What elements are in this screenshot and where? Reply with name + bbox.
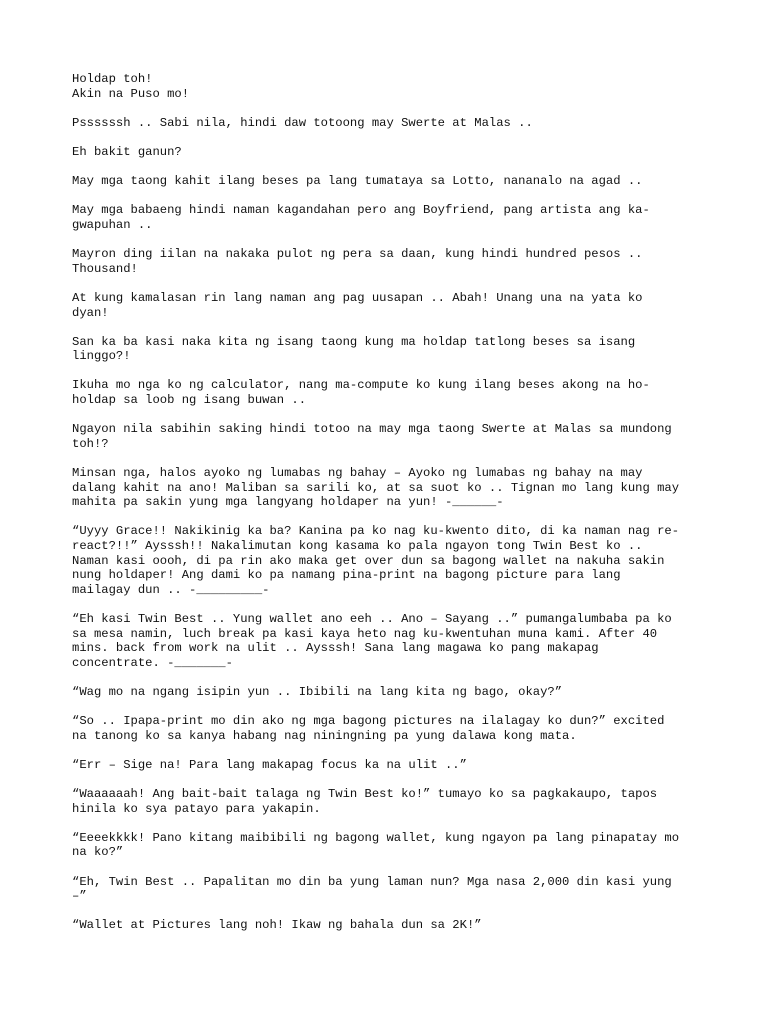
paragraph-20: “Wallet at Pictures lang noh! Ikaw ng bahala dun sa 2K!” bbox=[72, 918, 482, 933]
paragraph-15: “So .. Ipapa-print mo din ako ng mga bagong pictures na ilalagay ko dun?” excited na tanong ko sa kanya habang nag niningning pa yung dalawa kong mata. bbox=[72, 714, 665, 743]
paragraph-8: San ka ba kasi naka kita ng isang taong kung ma holdap tatlong beses sa isang linggo?! bbox=[72, 334, 636, 364]
paragraph-5: May mga babaeng hindi naman kagandahan pero ang Boyfriend, pang artista ang ka- gwapuhan .. bbox=[72, 203, 650, 232]
paragraph-13: “Eh kasi Twin Best .. Yung wallet ano eeh .. Ano – Sayang ..” pumangalumbaba pa ko sa mesa namin, luch break pa kasi kaya heto nag ku-kwentuhan muna kami. After 40 mins. back from work na ulit .. Aysssh! Sana lang magawa ko pang makapag concentrate. -_______- bbox=[72, 611, 672, 670]
paragraph-17: “Waaaaaah! Ang bait-bait talaga ng Twin Best ko!” tumayo ko sa pagkakaupo, tapos hinila ko sya patayo para yakapin. bbox=[72, 787, 658, 816]
paragraph-10: Ngayon nila sabihin saking hindi totoo na may mga taong Swerte at Malas sa mundong toh!? bbox=[72, 422, 672, 451]
paragraph-9: Ikuha mo nga ko ng calculator, nang ma-compute ko kung ilang beses akong na ho- holdap sa loob ng isang buwan .. bbox=[72, 378, 650, 408]
document-page bbox=[72, 72, 692, 948]
paragraph-14: “Wag mo na ngang isipin yun .. Ibibili na lang kita ng bago, okay?” bbox=[72, 684, 563, 699]
paragraph-11: Minsan nga, halos ayoko ng lumabas ng bahay – Ayoko ng lumabas ng bahay na may dalang kahit na ano! Maliban sa sarili ko, at sa suot ko .. Tignan mo lang kung may mahita pa sakin yung mga langyang holdaper na yun! -______- bbox=[72, 466, 680, 510]
paragraph-7: At kung kamalasan rin lang naman ang pag uusapan .. Abah! Unang una na yata ko dyan! bbox=[72, 290, 643, 320]
paragraph-1: Holdap toh! Akin na Puso mo! bbox=[72, 72, 190, 101]
paragraph-2: Pssssssh .. Sabi nila, hindi daw totoong may Swerte at Malas .. bbox=[72, 115, 533, 130]
paragraph-3: Eh bakit ganun? bbox=[72, 144, 182, 159]
paragraph-18: “Eeeekkkk! Pano kitang maibibili ng bagong wallet, kung ngayon pa lang pinapatay mo na ko?” bbox=[72, 830, 680, 860]
paragraph-16: “Err – Sige na! Para lang makapag focus ka na ulit ..” bbox=[72, 757, 467, 772]
paragraph-6: Mayron ding iilan na nakaka pulot ng pera sa daan, kung hindi hundred pesos .. Thousand! bbox=[72, 247, 643, 276]
paragraph-4: May mga taong kahit ilang beses pa lang tumataya sa Lotto, nananalo na agad .. bbox=[72, 174, 643, 189]
paragraph-12: “Uyyy Grace!! Nakikinig ka ba? Kanina pa ko nag ku-kwento dito, di ka naman nag re- react?!!” Aysssh!! Nakalimutan kong kasama ko pala ngayon tong Twin Best ko .. Naman kasi oooh, di pa rin ako maka get over dun sa bagong wallet na nakuha sakin nung holdaper! Ang dami ko pa namang pina-print na bagong picture para lang mailagay dun .. -_________- bbox=[72, 524, 680, 597]
paragraph-19: “Eh, Twin Best .. Papalitan mo din ba yung laman nun? Mga nasa 2,000 din kasi yung –” bbox=[72, 874, 672, 904]
